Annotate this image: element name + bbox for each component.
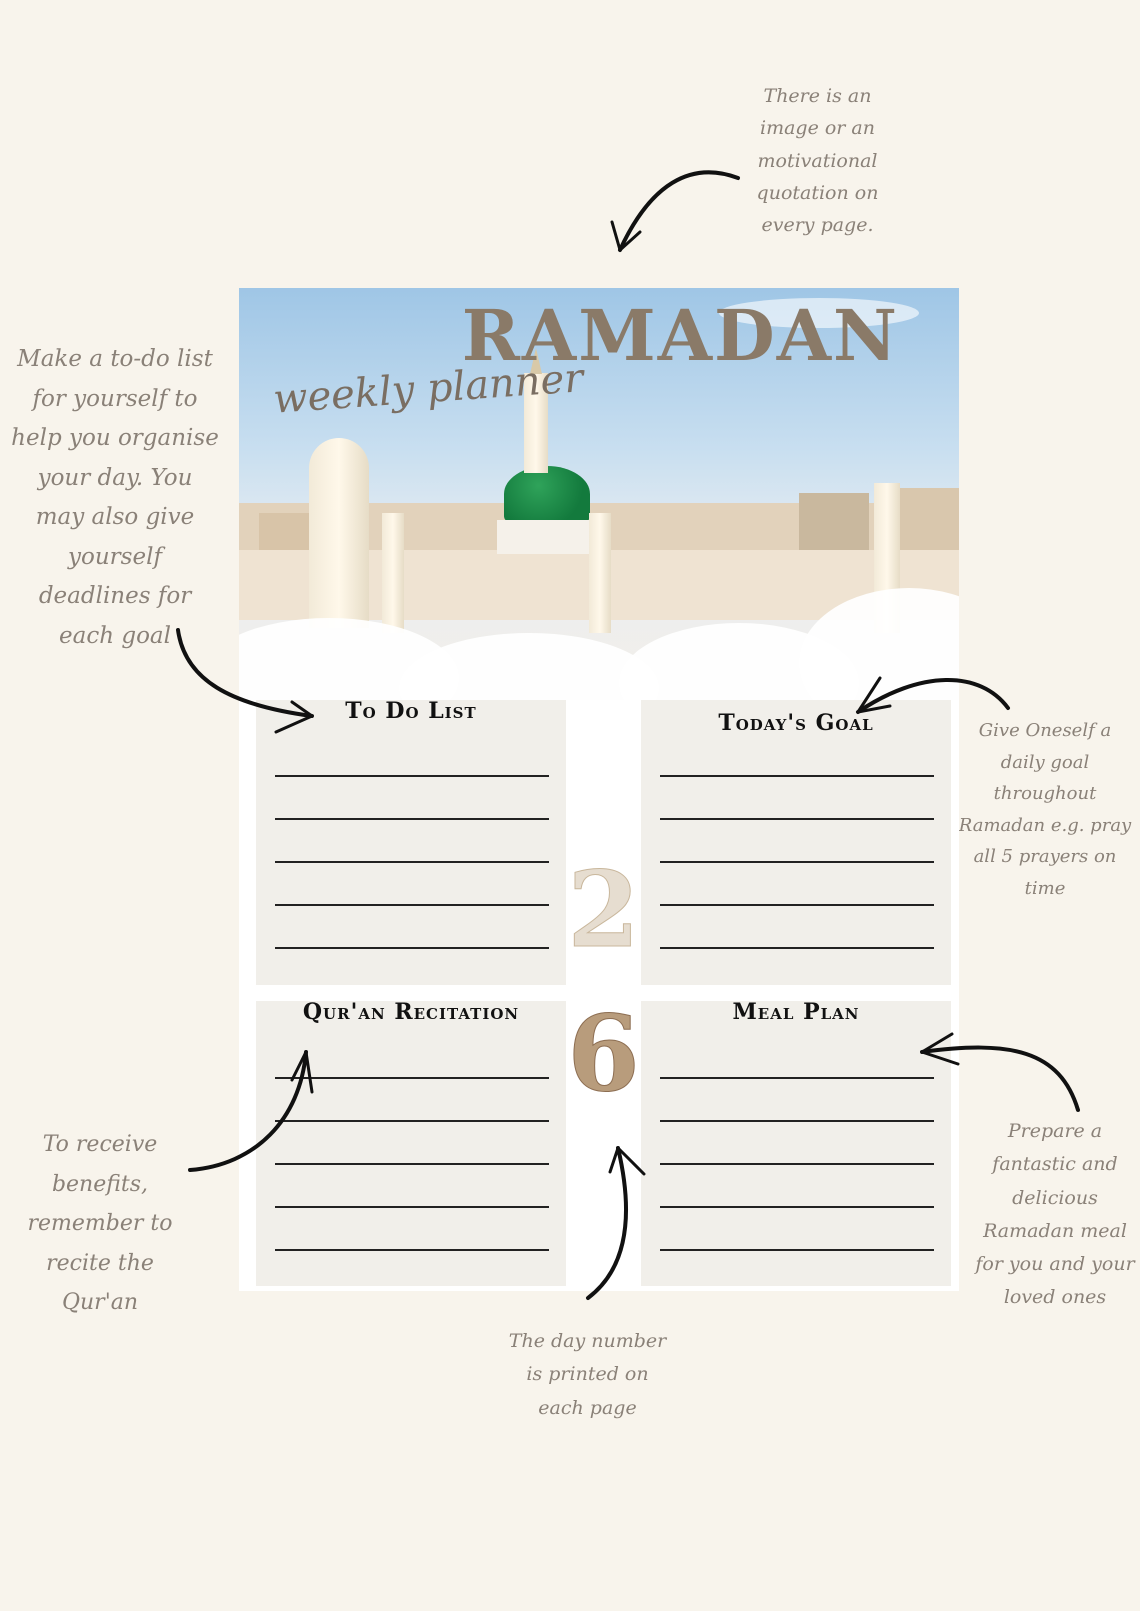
annotation-image-quote: There is an image or an motivational quotation on every page. <box>756 85 879 237</box>
planner-title: RAMADAN <box>461 294 899 377</box>
day-digit-first: 2 <box>567 848 640 971</box>
day-digit-second: 6 <box>567 992 640 1115</box>
arrow-icon <box>276 702 312 732</box>
arrow-icon <box>620 172 738 250</box>
annotation-meal: Prepare a fantastic and delicious Ramadan meal for you and your loved ones <box>975 1120 1135 1309</box>
annotation-todo: Make a to-do list for yourself to help you organise your day. You may also give yourself deadlines for each goal <box>11 346 219 649</box>
arrow-icon <box>190 1052 306 1170</box>
todo-list-title: To Do List <box>345 698 477 724</box>
arrow-icon <box>588 1148 626 1298</box>
todays-goal-title: Today's Goal <box>718 710 874 736</box>
planner-subtitle: weekly planner <box>271 355 585 423</box>
arrow-icon <box>922 1048 1078 1110</box>
arrow-icon <box>610 1148 644 1174</box>
annotation-daily-goal: Give Oneself a daily goal throughout Ramadan e.g. pray all 5 prayers on time <box>958 720 1132 899</box>
meal-plan-title: Meal Plan <box>732 999 860 1025</box>
annotation-quran: To receive benefits, remember to recite the Qur'an <box>27 1132 173 1316</box>
quran-recitation-title: Qur'an Recitation <box>302 999 520 1025</box>
annotation-day-number: The day number is printed on each page <box>508 1330 667 1419</box>
